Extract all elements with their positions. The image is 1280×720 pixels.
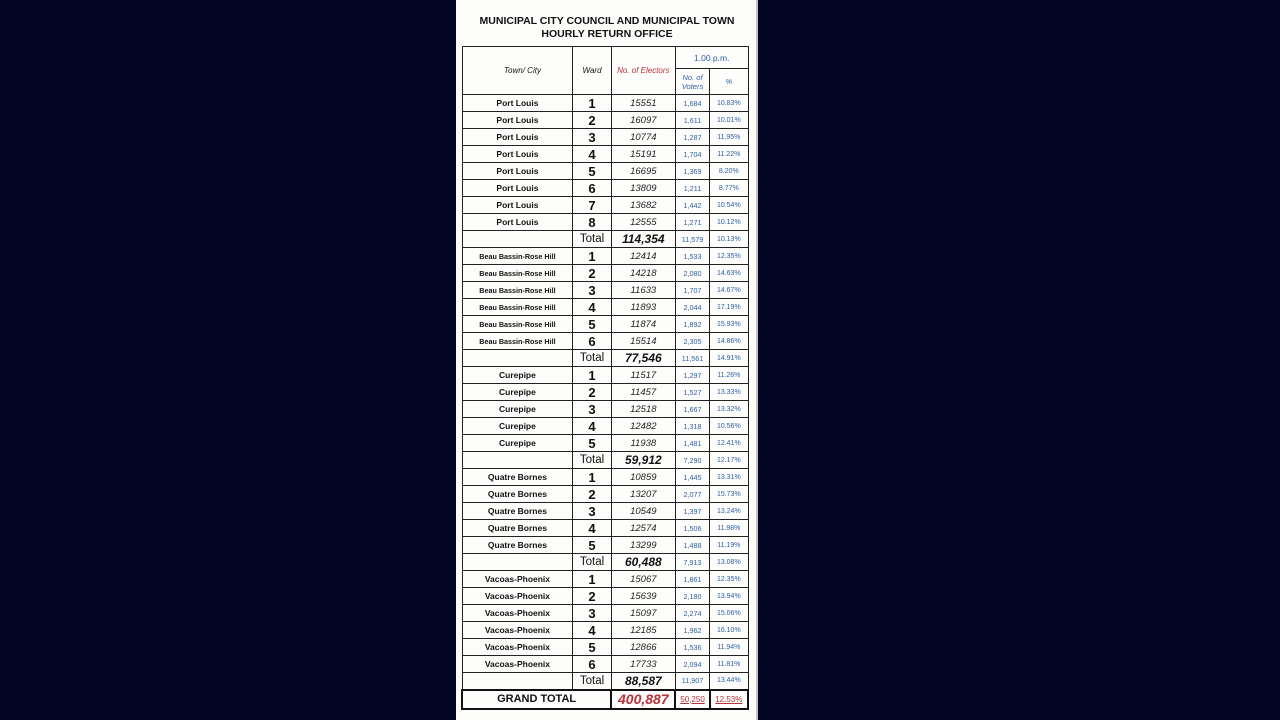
total-label-cell: Total xyxy=(573,673,611,690)
table-row xyxy=(462,435,748,452)
percent-cell: 13.31% xyxy=(710,469,748,486)
total-row xyxy=(462,554,748,571)
total-row xyxy=(462,350,748,367)
total-blank-cell xyxy=(462,350,573,367)
ward-cell: 2 xyxy=(573,265,611,282)
town-cell: Port Louis xyxy=(462,197,573,214)
ward-cell: 6 xyxy=(573,656,611,673)
ward-cell: 6 xyxy=(573,333,611,350)
electors-cell: 14218 xyxy=(611,265,675,282)
voters-cell: 2,274 xyxy=(675,605,709,622)
voters-cell: 2,080 xyxy=(675,265,709,282)
town-cell: Curepipe xyxy=(462,418,573,435)
voters-cell: 1,506 xyxy=(675,520,709,537)
town-cell: Curepipe xyxy=(462,435,573,452)
town-cell: Vacoas-Phoenix xyxy=(462,656,573,673)
percent-cell: 11.95% xyxy=(710,129,748,146)
ward-cell: 6 xyxy=(573,180,611,197)
electors-cell: 12866 xyxy=(611,639,675,656)
total-voters-cell: 7,913 xyxy=(675,554,709,571)
electors-cell: 15191 xyxy=(611,146,675,163)
ward-cell: 5 xyxy=(573,316,611,333)
electors-cell: 12518 xyxy=(611,401,675,418)
header-electors: No. of Electors xyxy=(611,47,675,95)
electors-cell: 15639 xyxy=(611,588,675,605)
voters-cell: 1,707 xyxy=(675,282,709,299)
town-cell: Quatre Bornes xyxy=(462,486,573,503)
ward-cell: 8 xyxy=(573,214,611,231)
percent-cell: 12.35% xyxy=(710,571,748,588)
percent-cell: 11.19% xyxy=(710,537,748,554)
voters-cell: 1,684 xyxy=(675,95,709,112)
header-ward: Ward xyxy=(573,47,611,95)
total-blank-cell xyxy=(462,231,573,248)
town-cell: Quatre Bornes xyxy=(462,503,573,520)
electors-cell: 16097 xyxy=(611,112,675,129)
table-row xyxy=(462,418,748,435)
electors-cell: 13299 xyxy=(611,537,675,554)
town-cell: Beau Bassin-Rose Hill xyxy=(462,316,573,333)
grand-total-row xyxy=(462,690,748,709)
table-row xyxy=(462,265,748,282)
percent-cell: 13.94% xyxy=(710,588,748,605)
town-cell: Quatre Bornes xyxy=(462,469,573,486)
voters-cell: 1,861 xyxy=(675,571,709,588)
total-blank-cell xyxy=(462,673,573,690)
grand-total-electors: 400,887 xyxy=(611,690,675,709)
header-town: Town/ City xyxy=(462,47,573,95)
table-row xyxy=(462,333,748,350)
town-cell: Port Louis xyxy=(462,163,573,180)
electors-cell: 12574 xyxy=(611,520,675,537)
percent-cell: 15.06% xyxy=(710,605,748,622)
table-row xyxy=(462,214,748,231)
percent-cell: 11.94% xyxy=(710,639,748,656)
voters-cell: 1,318 xyxy=(675,418,709,435)
electors-cell: 11874 xyxy=(611,316,675,333)
ward-cell: 2 xyxy=(573,588,611,605)
percent-cell: 13.24% xyxy=(710,503,748,520)
total-voters-cell: 11,579 xyxy=(675,231,709,248)
table-row xyxy=(462,384,748,401)
total-blank-cell xyxy=(462,554,573,571)
grand-total-label: GRAND TOTAL xyxy=(462,690,611,709)
town-cell: Quatre Bornes xyxy=(462,520,573,537)
percent-cell: 14.63% xyxy=(710,265,748,282)
table-row xyxy=(462,248,748,265)
ward-cell: 5 xyxy=(573,639,611,656)
voters-cell: 1,667 xyxy=(675,401,709,418)
table-row xyxy=(462,571,748,588)
percent-cell: 14.86% xyxy=(710,333,748,350)
electors-cell: 11893 xyxy=(611,299,675,316)
voters-cell: 1,704 xyxy=(675,146,709,163)
town-cell: Port Louis xyxy=(462,214,573,231)
table-row xyxy=(462,129,748,146)
header-percent: % xyxy=(710,69,748,95)
town-cell: Vacoas-Phoenix xyxy=(462,588,573,605)
total-electors-cell: 59,912 xyxy=(611,452,675,469)
percent-cell: 17.19% xyxy=(710,299,748,316)
voters-cell: 1,527 xyxy=(675,384,709,401)
town-cell: Vacoas-Phoenix xyxy=(462,639,573,656)
electors-cell: 15551 xyxy=(611,95,675,112)
percent-cell: 14.67% xyxy=(710,282,748,299)
electors-cell: 11938 xyxy=(611,435,675,452)
total-electors-cell: 77,546 xyxy=(611,350,675,367)
header-time: 1.00 p.m. xyxy=(675,47,748,69)
total-percent-cell: 12.17% xyxy=(710,452,748,469)
voters-cell: 1,962 xyxy=(675,622,709,639)
table-row xyxy=(462,95,748,112)
total-electors-cell: 60,488 xyxy=(611,554,675,571)
table-row xyxy=(462,503,748,520)
total-percent-cell: 10.13% xyxy=(710,231,748,248)
town-cell: Beau Bassin-Rose Hill xyxy=(462,265,573,282)
electors-cell: 17733 xyxy=(611,656,675,673)
electors-cell: 10774 xyxy=(611,129,675,146)
header-voters: No. of Voters xyxy=(675,69,709,95)
electors-cell: 13809 xyxy=(611,180,675,197)
total-electors-cell: 114,354 xyxy=(611,231,675,248)
percent-cell: 15.73% xyxy=(710,486,748,503)
town-cell: Curepipe xyxy=(462,367,573,384)
electors-cell: 11517 xyxy=(611,367,675,384)
ward-cell: 2 xyxy=(573,112,611,129)
voters-cell: 1,488 xyxy=(675,537,709,554)
title-line-1: MUNICIPAL CITY COUNCIL AND MUNICIPAL TOWN xyxy=(479,15,735,27)
ward-cell: 4 xyxy=(573,622,611,639)
ward-cell: 1 xyxy=(573,248,611,265)
total-row xyxy=(462,673,748,690)
table-row xyxy=(462,146,748,163)
ward-cell: 3 xyxy=(573,605,611,622)
table-row xyxy=(462,163,748,180)
voters-cell: 1,536 xyxy=(675,639,709,656)
electors-cell: 16695 xyxy=(611,163,675,180)
town-cell: Port Louis xyxy=(462,112,573,129)
voters-cell: 1,445 xyxy=(675,469,709,486)
grand-total-percent: 12.53% xyxy=(710,690,748,709)
table-row xyxy=(462,282,748,299)
percent-cell: 13.32% xyxy=(710,401,748,418)
electors-cell: 12414 xyxy=(611,248,675,265)
total-percent-cell: 13.44% xyxy=(710,673,748,690)
ward-cell: 1 xyxy=(573,367,611,384)
voters-cell: 2,180 xyxy=(675,588,709,605)
town-cell: Beau Bassin-Rose Hill xyxy=(462,299,573,316)
table-row xyxy=(462,537,748,554)
total-voters-cell: 11,907 xyxy=(675,673,709,690)
table-row xyxy=(462,588,748,605)
percent-cell: 16.10% xyxy=(710,622,748,639)
ward-cell: 5 xyxy=(573,537,611,554)
electors-cell: 13207 xyxy=(611,486,675,503)
total-row xyxy=(462,231,748,248)
electors-cell: 15514 xyxy=(611,333,675,350)
total-percent-cell: 14.91% xyxy=(710,350,748,367)
percent-cell: 12.41% xyxy=(710,435,748,452)
percent-cell: 8.20% xyxy=(710,163,748,180)
ward-cell: 5 xyxy=(573,163,611,180)
grand-total-voters: 50,250 xyxy=(675,690,709,709)
table-row xyxy=(462,639,748,656)
percent-cell: 13.33% xyxy=(710,384,748,401)
table-row xyxy=(462,605,748,622)
table-row xyxy=(462,367,748,384)
town-cell: Vacoas-Phoenix xyxy=(462,622,573,639)
voters-cell: 1,611 xyxy=(675,112,709,129)
return-sheet xyxy=(456,0,758,720)
ward-cell: 7 xyxy=(573,197,611,214)
voters-cell: 1,271 xyxy=(675,214,709,231)
electors-cell: 11633 xyxy=(611,282,675,299)
total-row xyxy=(462,452,748,469)
town-cell: Port Louis xyxy=(462,146,573,163)
ward-cell: 1 xyxy=(573,469,611,486)
town-cell: Port Louis xyxy=(462,180,573,197)
town-cell: Quatre Bornes xyxy=(462,537,573,554)
table-row xyxy=(462,112,748,129)
electors-cell: 10859 xyxy=(611,469,675,486)
table-row xyxy=(462,520,748,537)
document-title xyxy=(456,15,758,41)
electors-cell: 12482 xyxy=(611,418,675,435)
electors-cell: 15097 xyxy=(611,605,675,622)
total-blank-cell xyxy=(462,452,573,469)
voters-cell: 1,211 xyxy=(675,180,709,197)
total-electors-cell: 88,587 xyxy=(611,673,675,690)
electors-cell: 10549 xyxy=(611,503,675,520)
electors-cell: 15067 xyxy=(611,571,675,588)
voters-cell: 1,397 xyxy=(675,503,709,520)
turnout-table xyxy=(461,46,749,710)
percent-cell: 11.81% xyxy=(710,656,748,673)
town-cell: Curepipe xyxy=(462,384,573,401)
town-cell: Port Louis xyxy=(462,129,573,146)
voters-cell: 2,077 xyxy=(675,486,709,503)
voters-cell: 2,094 xyxy=(675,656,709,673)
total-label-cell: Total xyxy=(573,452,611,469)
voters-cell: 1,442 xyxy=(675,197,709,214)
ward-cell: 2 xyxy=(573,384,611,401)
ward-cell: 5 xyxy=(573,435,611,452)
town-cell: Vacoas-Phoenix xyxy=(462,571,573,588)
title-line-2: HOURLY RETURN OFFICE xyxy=(541,28,673,40)
voters-cell: 1,297 xyxy=(675,367,709,384)
percent-cell: 10.54% xyxy=(710,197,748,214)
voters-cell: 1,481 xyxy=(675,435,709,452)
ward-cell: 4 xyxy=(573,146,611,163)
table-row xyxy=(462,656,748,673)
voters-cell: 1,533 xyxy=(675,248,709,265)
town-cell: Curepipe xyxy=(462,401,573,418)
total-percent-cell: 13.08% xyxy=(710,554,748,571)
voters-cell: 2,044 xyxy=(675,299,709,316)
percent-cell: 11.22% xyxy=(710,146,748,163)
electors-cell: 13682 xyxy=(611,197,675,214)
ward-cell: 4 xyxy=(573,299,611,316)
percent-cell: 10.01% xyxy=(710,112,748,129)
town-cell: Beau Bassin-Rose Hill xyxy=(462,282,573,299)
town-cell: Port Louis xyxy=(462,95,573,112)
percent-cell: 12.35% xyxy=(710,248,748,265)
percent-cell: 10.12% xyxy=(710,214,748,231)
percent-cell: 10.56% xyxy=(710,418,748,435)
table-row xyxy=(462,180,748,197)
electors-cell: 12185 xyxy=(611,622,675,639)
percent-cell: 11.26% xyxy=(710,367,748,384)
ward-cell: 4 xyxy=(573,520,611,537)
town-cell: Beau Bassin-Rose Hill xyxy=(462,333,573,350)
electors-cell: 11457 xyxy=(611,384,675,401)
town-cell: Vacoas-Phoenix xyxy=(462,605,573,622)
total-label-cell: Total xyxy=(573,231,611,248)
total-label-cell: Total xyxy=(573,350,611,367)
table-body xyxy=(462,95,748,709)
voters-cell: 1,892 xyxy=(675,316,709,333)
ward-cell: 2 xyxy=(573,486,611,503)
ward-cell: 4 xyxy=(573,418,611,435)
ward-cell: 3 xyxy=(573,282,611,299)
table-row xyxy=(462,401,748,418)
ward-cell: 1 xyxy=(573,571,611,588)
table-row xyxy=(462,469,748,486)
table-row xyxy=(462,299,748,316)
voters-cell: 1,369 xyxy=(675,163,709,180)
town-cell: Beau Bassin-Rose Hill xyxy=(462,248,573,265)
table-row xyxy=(462,622,748,639)
ward-cell: 1 xyxy=(573,95,611,112)
total-voters-cell: 11,561 xyxy=(675,350,709,367)
table-row xyxy=(462,486,748,503)
table-row xyxy=(462,316,748,333)
percent-cell: 11.98% xyxy=(710,520,748,537)
percent-cell: 15.93% xyxy=(710,316,748,333)
voters-cell: 2,305 xyxy=(675,333,709,350)
total-voters-cell: 7,290 xyxy=(675,452,709,469)
percent-cell: 8.77% xyxy=(710,180,748,197)
ward-cell: 3 xyxy=(573,401,611,418)
total-label-cell: Total xyxy=(573,554,611,571)
electors-cell: 12555 xyxy=(611,214,675,231)
ward-cell: 3 xyxy=(573,503,611,520)
table-row xyxy=(462,197,748,214)
voters-cell: 1,287 xyxy=(675,129,709,146)
percent-cell: 10.83% xyxy=(710,95,748,112)
ward-cell: 3 xyxy=(573,129,611,146)
